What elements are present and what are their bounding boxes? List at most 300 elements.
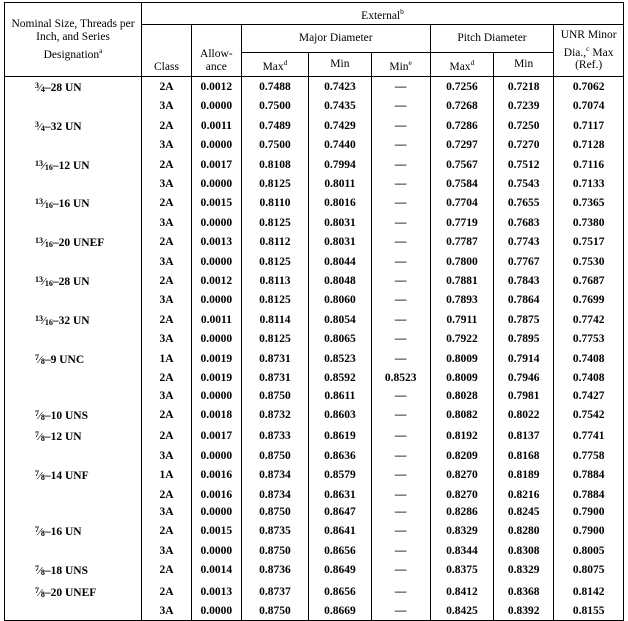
class-cell: 3A	[142, 331, 192, 348]
pitch-max-cell: 0.8425	[430, 603, 493, 621]
allowance-cell: 0.0015	[191, 193, 241, 214]
class-cell: 1A	[142, 465, 192, 486]
pitch-max-cell: 0.7704	[430, 193, 493, 214]
thread-series: 12 UN	[50, 431, 82, 444]
allowance-cell: 0.0016	[191, 487, 241, 504]
pitch-max-cell: 0.7800	[430, 254, 493, 271]
pitch-max-cell: 0.8286	[430, 504, 493, 521]
unr-minor-cell: 0.7517	[554, 232, 624, 253]
fraction-numerator: 13	[35, 275, 43, 285]
table-row	[5, 582, 624, 603]
fraction-numerator: 13	[35, 158, 43, 168]
fraction-denominator: 8	[40, 568, 45, 578]
designation-cell	[5, 349, 142, 370]
designation-text: 7⁄8–14 UNF	[35, 469, 89, 483]
designation-text: 7⁄8–12 UN	[35, 430, 82, 444]
major-min-e-cell: —	[371, 292, 430, 309]
pitch-min-cell: 0.7655	[494, 193, 554, 214]
major-max-cell: 0.8732	[241, 405, 308, 426]
fraction-numerator: 13	[35, 236, 43, 246]
major-max-cell: 0.8125	[241, 254, 308, 271]
major-max-cell: 0.8112	[241, 232, 308, 253]
pitch-max-cell: 0.8009	[430, 370, 493, 387]
designation-cell	[5, 176, 142, 193]
thread-series: 18 UNS	[50, 565, 88, 578]
major-min-cell: 0.8636	[309, 448, 371, 465]
major-max-cell: 0.7488	[241, 77, 308, 99]
pitch-min-cell: 0.7512	[494, 155, 554, 176]
pitch-max-text: Max	[449, 60, 471, 73]
major-min-cell: 0.8592	[309, 370, 371, 387]
major-min-cell: 0.8065	[309, 331, 371, 348]
designation-cell	[5, 292, 142, 309]
allowance-cell: 0.0015	[191, 521, 241, 542]
class-cell: 3A	[142, 215, 192, 232]
major-min-cell: 0.8031	[309, 215, 371, 232]
external-header	[142, 3, 624, 25]
major-min-e-cell: —	[371, 254, 430, 271]
thread-series: 12 UN	[58, 159, 90, 172]
class-cell: 2A	[142, 155, 192, 176]
unr-minor-cell: 0.8005	[554, 543, 624, 560]
allowance-cell: 0.0000	[191, 448, 241, 465]
designation-cell	[5, 603, 142, 621]
designation-cell	[5, 77, 142, 99]
unr-minor-cell: 0.7530	[554, 254, 624, 271]
allowance-cell: 0.0019	[191, 370, 241, 387]
allowance-cell: 0.0017	[191, 426, 241, 447]
major-min-cell: 0.8641	[309, 521, 371, 542]
fraction-numerator: 13	[35, 197, 43, 207]
designation-text: 3⁄4–28 UN	[35, 81, 82, 94]
designation-cell	[5, 116, 142, 137]
fraction-denominator: 8	[40, 473, 45, 483]
table-row	[5, 405, 624, 426]
designation-cell	[5, 405, 142, 426]
pitch-min-cell: 0.7218	[494, 77, 554, 99]
designation-cell	[5, 331, 142, 348]
fraction-numerator: 7	[35, 564, 39, 574]
unr-minor-cell: 0.7884	[554, 465, 624, 486]
pitch-min-cell: 0.8280	[494, 521, 554, 542]
pitch-max-cell: 0.8344	[430, 543, 493, 560]
pitch-min-cell: 0.8189	[494, 465, 554, 486]
major-min-e-cell: —	[371, 349, 430, 370]
allowance-cell: 0.0012	[191, 77, 241, 99]
designation-cell	[5, 465, 142, 486]
allowance-cell: 0.0011	[191, 116, 241, 137]
major-min-e-cell: 0.8523	[371, 370, 430, 387]
fraction-denominator: 4	[40, 85, 45, 94]
table-row	[5, 98, 624, 115]
pitch-min-cell: 0.8392	[494, 603, 554, 621]
pitch-max-header	[430, 53, 493, 77]
pitch-diameter-header: Pitch Diameter	[430, 25, 554, 53]
designation-note: a	[99, 45, 103, 55]
unr-minor-cell: 0.7116	[554, 155, 624, 176]
class-cell: 3A	[142, 543, 192, 560]
allowance-cell: 0.0000	[191, 292, 241, 309]
major-min-e-cell: —	[371, 487, 430, 504]
table-row	[5, 370, 624, 387]
designation-cell	[5, 310, 142, 331]
class-cell: 2A	[142, 405, 192, 426]
designation-cell	[5, 448, 142, 465]
allowance-cell: 0.0018	[191, 405, 241, 426]
pitch-min-cell: 0.7683	[494, 215, 554, 232]
class-cell: 2A	[142, 370, 192, 387]
major-max-cell: 0.8733	[241, 426, 308, 447]
major-min-e-cell: —	[371, 232, 430, 253]
fraction-numerator: 13	[35, 313, 43, 323]
allowance-cell: 0.0000	[191, 504, 241, 521]
fraction-denominator: 16	[44, 201, 53, 211]
pitch-min-cell: 0.7239	[494, 98, 554, 115]
major-max-cell: 0.8735	[241, 521, 308, 542]
fraction-numerator: 7	[35, 469, 39, 479]
table-row	[5, 155, 624, 176]
major-min-cell: 0.8649	[309, 560, 371, 581]
fraction-numerator: 7	[35, 585, 39, 595]
thread-series: 14 UNF	[50, 470, 89, 483]
unr-note: c	[586, 43, 590, 53]
pitch-min-cell: 0.7895	[494, 331, 554, 348]
designation-cell	[5, 254, 142, 271]
major-max-cell: 0.8750	[241, 504, 308, 521]
major-diameter-header: Major Diameter	[241, 25, 430, 53]
pitch-max-cell: 0.8375	[430, 560, 493, 581]
major-min-cell: 0.7435	[309, 98, 371, 115]
class-cell: 2A	[142, 77, 192, 99]
class-cell: 3A	[142, 448, 192, 465]
pitch-min-cell: 0.7843	[494, 271, 554, 292]
major-max-cell: 0.7489	[241, 116, 308, 137]
major-max-header	[241, 53, 308, 77]
major-max-cell: 0.8734	[241, 487, 308, 504]
external-header-text: External	[361, 9, 401, 22]
table-row	[5, 504, 624, 521]
pitch-max-cell: 0.8009	[430, 349, 493, 370]
pitch-max-cell: 0.7567	[430, 155, 493, 176]
class-cell: 2A	[142, 487, 192, 504]
major-min-cell: 0.8656	[309, 543, 371, 560]
major-min-cell: 0.7429	[309, 116, 371, 137]
unr-minor-cell: 0.7687	[554, 271, 624, 292]
unr-minor-cell: 0.7741	[554, 426, 624, 447]
major-min-cell: 0.8523	[309, 349, 371, 370]
unr-minor-cell: 0.7380	[554, 215, 624, 232]
fraction-denominator: 8	[40, 356, 45, 366]
table-row	[5, 560, 624, 581]
pitch-min-cell: 0.7946	[494, 370, 554, 387]
designation-cell	[5, 521, 142, 542]
class-cell: 3A	[142, 254, 192, 271]
major-min-cell: 0.8044	[309, 254, 371, 271]
major-min-e-cell: —	[371, 98, 430, 115]
class-cell: 3A	[142, 388, 192, 405]
pitch-min-cell: 0.7875	[494, 310, 554, 331]
table-row	[5, 465, 624, 486]
table-row	[5, 349, 624, 370]
unr-minor-header	[554, 25, 624, 77]
thread-series: 20 UNEF	[50, 586, 97, 599]
pitch-max-note: d	[470, 57, 475, 67]
major-max-cell: 0.8734	[241, 465, 308, 486]
major-max-cell: 0.8114	[241, 310, 308, 331]
allowance-cell: 0.0000	[191, 137, 241, 154]
allowance-cell: 0.0012	[191, 271, 241, 292]
unr-minor-cell: 0.7062	[554, 77, 624, 99]
major-max-cell: 0.8750	[241, 543, 308, 560]
pitch-min-cell: 0.7767	[494, 254, 554, 271]
pitch-max-cell: 0.7922	[430, 331, 493, 348]
major-min-e-note: e	[408, 57, 412, 67]
major-max-cell: 0.8736	[241, 560, 308, 581]
major-min-e-text: Min	[389, 60, 409, 73]
major-min-e-cell: —	[371, 176, 430, 193]
thread-series: 10 UNS	[50, 409, 88, 422]
major-min-e-cell: —	[371, 215, 430, 232]
table-row	[5, 254, 624, 271]
fraction-denominator: 16	[44, 279, 53, 289]
major-min-cell: 0.7423	[309, 77, 371, 99]
class-cell: 3A	[142, 504, 192, 521]
table-row	[5, 487, 624, 504]
table-row	[5, 176, 624, 193]
table-row	[5, 448, 624, 465]
major-min-e-cell: —	[371, 77, 430, 99]
table-row	[5, 215, 624, 232]
designation-text: 13⁄16–32 UN	[35, 313, 90, 327]
pitch-min-cell: 0.8216	[494, 487, 554, 504]
allowance-cell: 0.0000	[191, 543, 241, 560]
major-max-cell: 0.8125	[241, 331, 308, 348]
pitch-max-cell: 0.8329	[430, 521, 493, 542]
major-max-cell: 0.8113	[241, 271, 308, 292]
allowance-cell: 0.0017	[191, 155, 241, 176]
class-cell: 2A	[142, 232, 192, 253]
designation-cell	[5, 98, 142, 115]
pitch-max-cell: 0.8270	[430, 465, 493, 486]
class-header: Class	[142, 25, 192, 77]
unr-minor-cell: 0.7699	[554, 292, 624, 309]
major-min-e-cell: —	[371, 388, 430, 405]
allowance-cell: 0.0013	[191, 232, 241, 253]
major-min-cell: 0.8579	[309, 465, 371, 486]
class-cell: 3A	[142, 292, 192, 309]
thread-series: 32 UN	[58, 314, 90, 327]
fraction-denominator: 4	[40, 123, 45, 133]
unr-header-tail: Max (Ref.)	[575, 46, 614, 72]
major-min-e-cell: —	[371, 271, 430, 292]
fraction-numerator: 3	[35, 119, 39, 129]
pitch-max-cell: 0.7911	[430, 310, 493, 331]
fraction-numerator: 7	[35, 408, 39, 418]
major-min-cell: 0.8048	[309, 271, 371, 292]
pitch-max-cell: 0.7881	[430, 271, 493, 292]
table-row	[5, 521, 624, 542]
thread-series: 32 UN	[50, 120, 82, 133]
pitch-max-cell: 0.7584	[430, 176, 493, 193]
table-row	[5, 271, 624, 292]
designation-cell	[5, 388, 142, 405]
designation-cell	[5, 543, 142, 560]
allowance-cell: 0.0016	[191, 465, 241, 486]
major-min-e-cell: —	[371, 405, 430, 426]
unr-minor-cell: 0.7408	[554, 370, 624, 387]
major-min-e-cell: —	[371, 137, 430, 154]
major-max-cell: 0.7500	[241, 98, 308, 115]
pitch-min-cell: 0.7914	[494, 349, 554, 370]
designation-header-text: Nominal Size, Threads per Inch, and Series Designation	[11, 17, 135, 61]
major-min-cell: 0.8631	[309, 487, 371, 504]
major-min-cell: 0.7440	[309, 137, 371, 154]
major-min-e-cell: —	[371, 603, 430, 621]
designation-cell	[5, 155, 142, 176]
major-max-cell: 0.8110	[241, 193, 308, 214]
pitch-min-cell: 0.7543	[494, 176, 554, 193]
unr-minor-cell: 0.8142	[554, 582, 624, 603]
designation-cell	[5, 560, 142, 581]
unr-minor-cell: 0.7133	[554, 176, 624, 193]
fraction-denominator: 8	[40, 434, 45, 444]
table-row	[5, 193, 624, 214]
major-min-e-cell: —	[371, 116, 430, 137]
major-max-cell: 0.8125	[241, 292, 308, 309]
allowance-cell: 0.0011	[191, 310, 241, 331]
unr-minor-cell: 0.7758	[554, 448, 624, 465]
pitch-min-header: Min	[494, 53, 554, 77]
table-row	[5, 292, 624, 309]
allowance-cell: 0.0000	[191, 388, 241, 405]
major-min-e-cell: —	[371, 331, 430, 348]
major-min-header: Min	[309, 53, 371, 77]
unr-minor-cell: 0.7365	[554, 193, 624, 214]
table-row	[5, 137, 624, 154]
pitch-min-cell: 0.8368	[494, 582, 554, 603]
pitch-max-cell: 0.7256	[430, 77, 493, 99]
pitch-max-cell: 0.7268	[430, 98, 493, 115]
major-min-e-cell: —	[371, 543, 430, 560]
unr-minor-cell: 0.7408	[554, 349, 624, 370]
allowance-cell: 0.0013	[191, 582, 241, 603]
allowance-header: Allow- ance	[191, 25, 241, 77]
pitch-max-cell: 0.7719	[430, 215, 493, 232]
class-cell: 2A	[142, 560, 192, 581]
designation-cell	[5, 193, 142, 214]
unr-minor-cell: 0.7427	[554, 388, 624, 405]
table-row	[5, 116, 624, 137]
fraction-numerator: 7	[35, 430, 39, 440]
unr-minor-cell: 0.7117	[554, 116, 624, 137]
designation-text: 7⁄8–18 UNS	[35, 564, 88, 578]
major-min-e-header	[371, 53, 430, 77]
allowance-cell: 0.0000	[191, 254, 241, 271]
class-cell: 1A	[142, 349, 192, 370]
unr-header-text: UNR Minor Dia.,	[560, 28, 617, 59]
major-max-cell: 0.8125	[241, 215, 308, 232]
pitch-min-cell: 0.8022	[494, 405, 554, 426]
designation-cell	[5, 215, 142, 232]
table-row	[5, 603, 624, 621]
major-max-text: Max	[262, 60, 284, 73]
major-min-cell: 0.8603	[309, 405, 371, 426]
external-note: b	[400, 6, 404, 16]
allowance-cell: 0.0019	[191, 349, 241, 370]
fraction-numerator: 7	[35, 525, 39, 535]
class-cell: 3A	[142, 176, 192, 193]
major-min-e-cell: —	[371, 521, 430, 542]
designation-cell	[5, 271, 142, 292]
allowance-cell: 0.0000	[191, 215, 241, 232]
pitch-min-cell: 0.7864	[494, 292, 554, 309]
designation-cell	[5, 232, 142, 253]
major-min-cell: 0.8011	[309, 176, 371, 193]
major-min-cell: 0.7994	[309, 155, 371, 176]
major-min-e-cell: —	[371, 193, 430, 214]
major-min-cell: 0.8656	[309, 582, 371, 603]
thread-series: 28 UN	[50, 82, 82, 94]
table-row	[5, 388, 624, 405]
class-cell: 2A	[142, 582, 192, 603]
class-cell: 2A	[142, 271, 192, 292]
class-cell: 3A	[142, 137, 192, 154]
pitch-min-cell: 0.7743	[494, 232, 554, 253]
fraction-numerator: 7	[35, 352, 39, 362]
pitch-max-cell: 0.8192	[430, 426, 493, 447]
unr-minor-cell: 0.7742	[554, 310, 624, 331]
class-cell: 2A	[142, 116, 192, 137]
pitch-max-cell: 0.8209	[430, 448, 493, 465]
designation-cell	[5, 582, 142, 603]
major-max-cell: 0.8737	[241, 582, 308, 603]
pitch-max-cell: 0.8412	[430, 582, 493, 603]
thread-series: 9 UNC	[50, 353, 85, 366]
unr-minor-cell: 0.8155	[554, 603, 624, 621]
major-min-cell: 0.8054	[309, 310, 371, 331]
pitch-max-cell: 0.8082	[430, 405, 493, 426]
thread-series: 16 UN	[58, 198, 90, 211]
pitch-min-cell: 0.8168	[494, 448, 554, 465]
major-max-cell: 0.8750	[241, 603, 308, 621]
designation-text: 13⁄16–28 UN	[35, 275, 90, 289]
designation-text: 13⁄16–16 UN	[35, 197, 90, 211]
pitch-max-cell: 0.7297	[430, 137, 493, 154]
pitch-max-cell: 0.8028	[430, 388, 493, 405]
pitch-min-cell: 0.7981	[494, 388, 554, 405]
major-min-e-cell: —	[371, 448, 430, 465]
table-body	[5, 77, 624, 621]
major-max-cell: 0.8125	[241, 176, 308, 193]
pitch-min-cell: 0.7250	[494, 116, 554, 137]
fraction-denominator: 8	[40, 529, 45, 539]
table-row	[5, 77, 624, 99]
designation-cell	[5, 426, 142, 447]
major-min-cell: 0.8619	[309, 426, 371, 447]
major-min-cell: 0.8016	[309, 193, 371, 214]
designation-cell	[5, 504, 142, 521]
designation-text: 7⁄8–16 UN	[35, 525, 82, 539]
unr-minor-cell: 0.7542	[554, 405, 624, 426]
major-min-e-cell: —	[371, 465, 430, 486]
major-min-e-cell: —	[371, 155, 430, 176]
unr-minor-cell: 0.7900	[554, 504, 624, 521]
pitch-max-cell: 0.8270	[430, 487, 493, 504]
designation-cell	[5, 137, 142, 154]
major-min-cell: 0.8647	[309, 504, 371, 521]
major-min-cell: 0.8060	[309, 292, 371, 309]
unr-minor-cell: 0.8075	[554, 560, 624, 581]
